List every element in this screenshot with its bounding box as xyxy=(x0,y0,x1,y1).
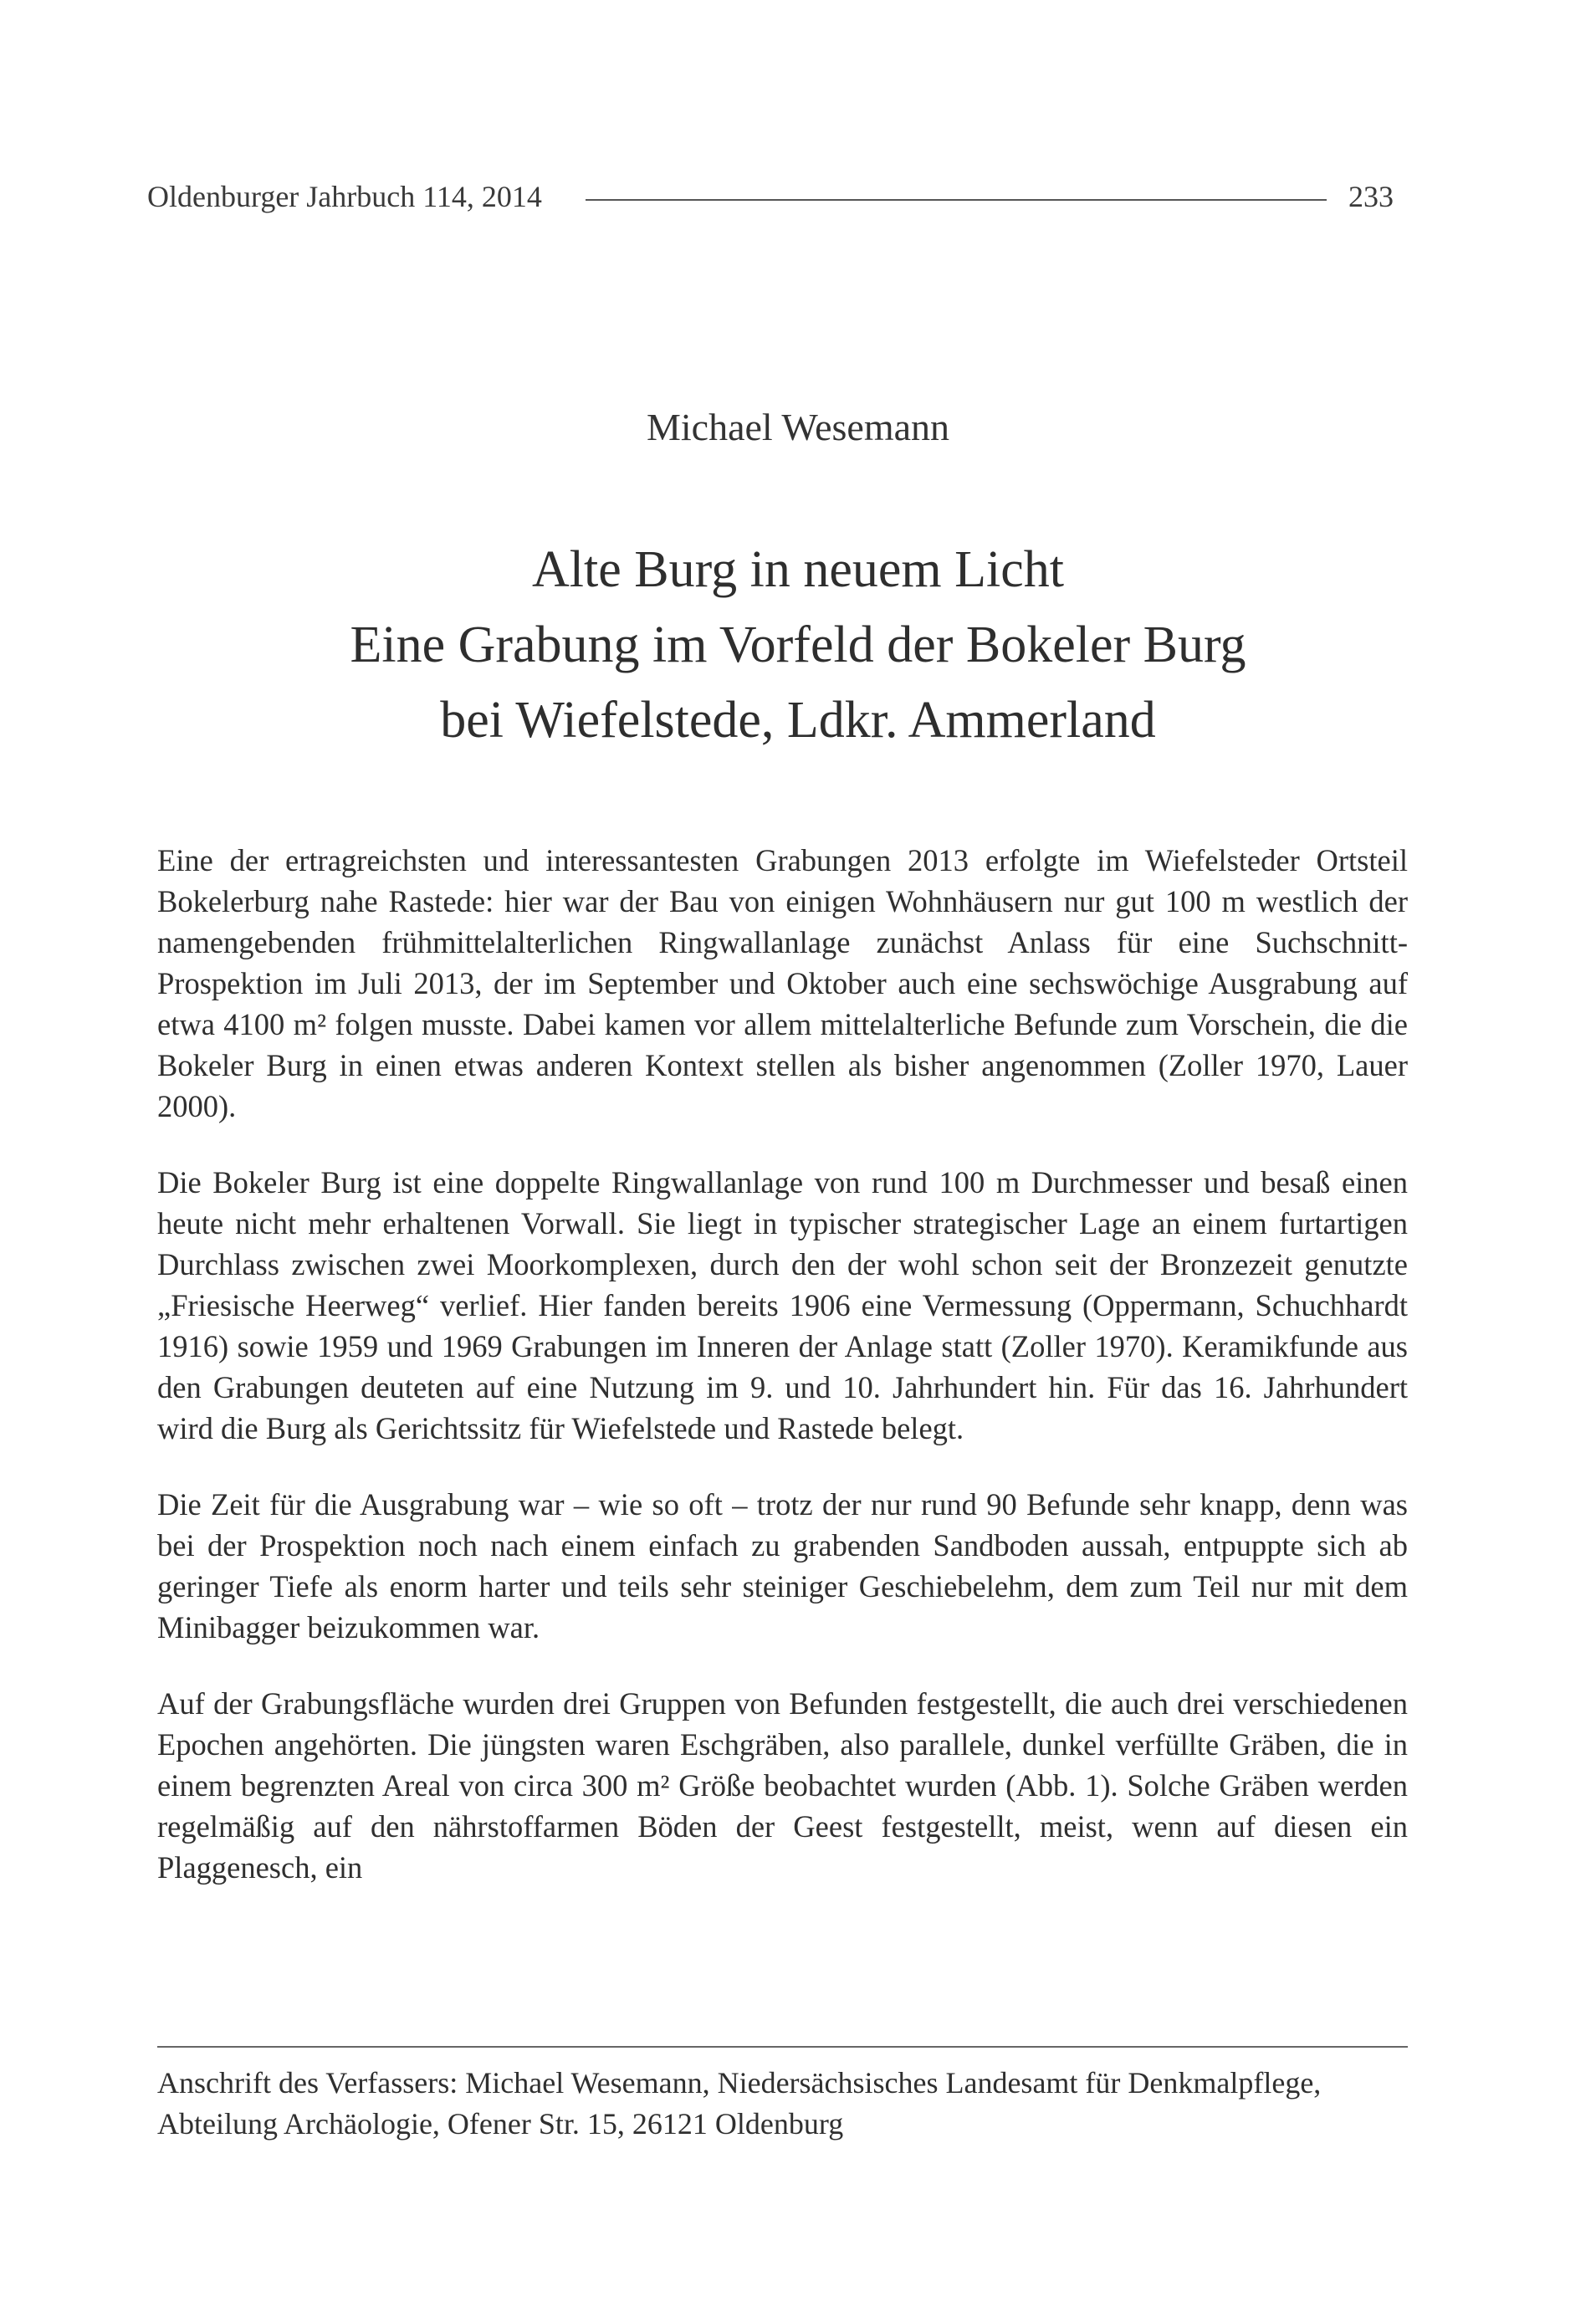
title-line-1: Alte Burg in neuem Licht xyxy=(532,541,1064,598)
footnote-rule xyxy=(157,2046,1408,2048)
article-title xyxy=(0,532,1596,758)
author-name: Michael Wesemann xyxy=(646,406,950,448)
paragraph-4: Auf der Grabungsfläche wurden drei Gruppen von Befunden festgestellt, die auch drei verschiedenen Epochen angehörten. Die jüngsten waren Eschgräben, also parallele, dunkel verfüllte Gräben, die in einem begrenzten Areal von circa 300 m² Größe beobachtet wurden (Abb. 1). Solche Gräben werden regelmäßig auf den nährstoffarmen Böden der Geest festgestellt, meist, wenn auf diesen ein Plaggenesch, ein xyxy=(157,1686,1408,1885)
header-rule xyxy=(586,199,1327,201)
article-body xyxy=(157,840,1408,1888)
author-address-footnote: Anschrift des Verfassers: Michael Wesemann, Niedersächsisches Landesamt für Denkmalpflege, Abteilung Archäologie, Ofener Str. 15, 26121 Oldenburg xyxy=(157,2066,1322,2141)
title-line-2: Eine Grabung im Vorfeld der Bokeler Burg xyxy=(350,616,1246,673)
paragraph-3: Die Zeit für die Ausgrabung war – wie so oft – trotz der nur rund 90 Befunde sehr knapp, denn was bei der Prospektion noch nach einem einfach zu grabenden Sandboden aussah, entpuppte sich ab geringer Tiefe als enorm harter und teils sehr steiniger Geschiebelehm, dem zum Teil nur mit dem Minibagger beizukommen war. xyxy=(157,1487,1408,1644)
title-line-3: bei Wiefelstede, Ldkr. Ammerland xyxy=(440,692,1156,749)
paragraph-1: Eine der ertragreichsten und interessantesten Grabungen 2013 erfolgte im Wiefelsteder Ortsteil Bokelerburg nahe Rastede: hier war der Bau von einigen Wohnhäusern nur gut 100 m westlich der namengebenden frühmittelalterlichen Ringwallanlage zunächst Anlass für eine Suchschnitt-Prospektion im Juli 2013, der im September und Oktober auch eine sechswöchige Ausgrabung auf etwa 4100 m² folgen musste. Dabei kamen vor allem mittelalterliche Befunde zum Vorschein, die die Bokeler Burg in einen etwas anderen Kontext stellen als bisher angenommen (Zoller 1970, Lauer 2000). xyxy=(157,843,1408,1123)
page-number: 233 xyxy=(1348,180,1394,213)
paragraph-2: Die Bokeler Burg ist eine doppelte Ringwallanlage von rund 100 m Durchmesser und besaß einen heute nicht mehr erhaltenen Vorwall. Sie liegt in typischer strategischer Lage an einem furtartigen Durchlass zwischen zwei Moorkomplexen, durch den der wohl schon seit der Bronzezeit genutzte „Friesische Heerweg“ verlief. Hier fanden bereits 1906 eine Vermessung (Oppermann, Schuchhardt 1916) sowie 1959 und 1969 Grabungen im Inneren der Anlage statt (Zoller 1970). Keramikfunde aus den Grabungen deuteten auf eine Nutzung im 9. und 10. Jahrhundert hin. Für das 16. Jahrhundert wird die Burg als Gerichtssitz für Wiefelstede und Rastede belegt. xyxy=(157,1165,1408,1445)
journal-title: Oldenburger Jahrbuch 114, 2014 xyxy=(147,180,542,213)
running-head xyxy=(147,176,1394,217)
